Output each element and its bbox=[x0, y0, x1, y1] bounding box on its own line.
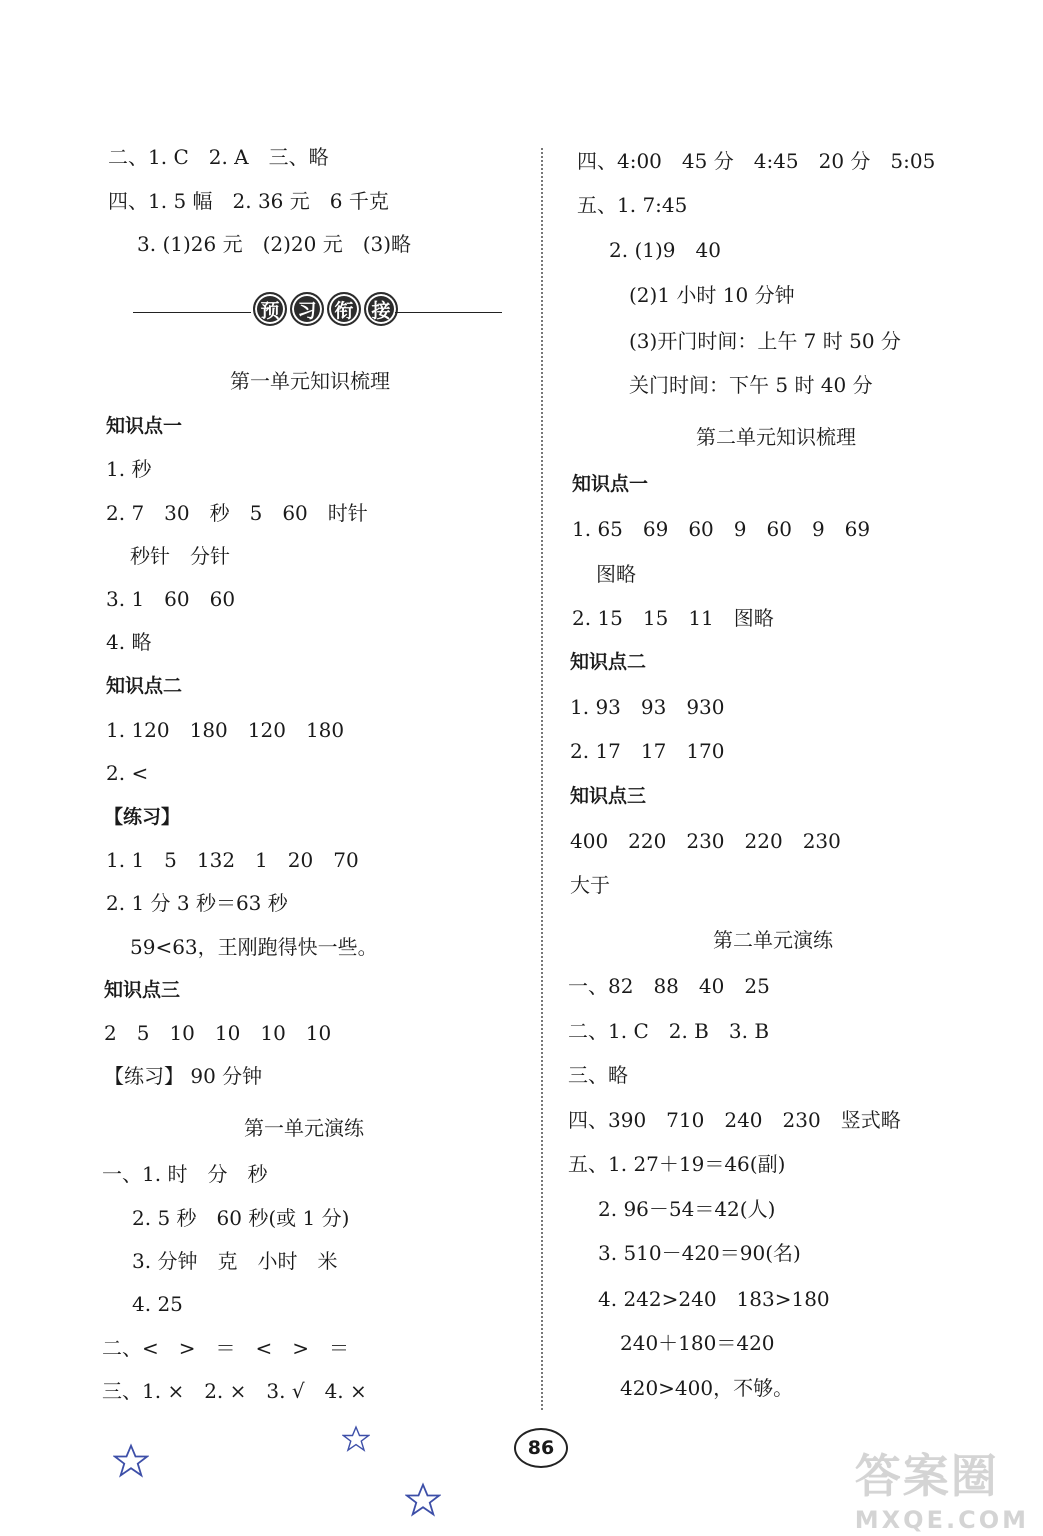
kp1-line: 1. 秒 bbox=[106, 457, 152, 481]
right-answer-line: 五、1. 7:45 bbox=[577, 193, 688, 217]
kp1-line: 2. 7 30 秒 5 60 时针 bbox=[106, 501, 368, 525]
banner-char: 预 bbox=[253, 292, 287, 326]
practice-line: 2. 1 分 3 秒＝63 秒 bbox=[106, 891, 288, 915]
drill1-line: 二、< > ＝ < > ＝ bbox=[102, 1336, 350, 1360]
banner-char: 习 bbox=[290, 292, 324, 326]
unit2-review-title: 第二单元知识梳理 bbox=[696, 425, 856, 449]
r-kp1-line: 1. 65 69 60 9 60 9 69 bbox=[572, 517, 871, 541]
drill1-line: 2. 5 秒 60 秒(或 1 分) bbox=[132, 1206, 350, 1230]
left-answer-line: 3. (1)26 元 (2)20 元 (3)略 bbox=[137, 232, 412, 256]
star-icon bbox=[113, 1443, 149, 1479]
drill2-line: 三、略 bbox=[568, 1063, 628, 1087]
r-kp2-heading: 知识点二 bbox=[570, 651, 647, 673]
r-kp1-line: 图略 bbox=[596, 562, 636, 586]
unit2-drill-title: 第二单元演练 bbox=[713, 928, 833, 952]
star-icon bbox=[405, 1482, 441, 1518]
r-kp2-line: 2. 17 17 170 bbox=[570, 739, 725, 763]
kp3-line: 2 5 10 10 10 10 bbox=[104, 1021, 332, 1045]
drill1-line: 3. 分钟 克 小时 米 bbox=[132, 1249, 338, 1273]
drill2-line: 四、390 710 240 230 竖式略 bbox=[568, 1108, 901, 1132]
drill2-line: 240＋180＝420 bbox=[620, 1331, 775, 1355]
banner-char: 衔 bbox=[327, 292, 361, 326]
banner-rule-left bbox=[133, 312, 251, 313]
r-kp1-heading: 知识点一 bbox=[572, 473, 649, 495]
unit1-review-title: 第一单元知识梳理 bbox=[230, 369, 390, 393]
practice2-line: 【练习】 90 分钟 bbox=[104, 1064, 263, 1088]
kp2-line: 1. 120 180 120 180 bbox=[106, 718, 345, 742]
r-kp1-line: 2. 15 15 11 图略 bbox=[572, 606, 774, 630]
right-answer-line: (3)开门时间：上午 7 时 50 分 bbox=[629, 329, 901, 353]
kp1-line: 3. 1 60 60 bbox=[106, 587, 236, 611]
banner-rule-right bbox=[395, 312, 502, 313]
practice-label: 【练习】 bbox=[104, 806, 181, 828]
drill2-line: 二、1. C 2. B 3. B bbox=[568, 1019, 770, 1043]
drill2-line: 五、1. 27＋19＝46(副) bbox=[568, 1152, 786, 1176]
drill1-line: 4. 25 bbox=[132, 1292, 183, 1316]
kp3-heading: 知识点三 bbox=[104, 979, 181, 1001]
left-answer-line: 四、1. 5 幅 2. 36 元 6 千克 bbox=[108, 189, 389, 213]
right-answer-line: (2)1 小时 10 分钟 bbox=[629, 283, 795, 307]
page-number: 86 bbox=[514, 1428, 568, 1468]
column-divider bbox=[541, 148, 543, 1410]
kp1-line: 4. 略 bbox=[106, 630, 152, 654]
drill2-line: 2. 96－54＝42(人) bbox=[598, 1197, 776, 1221]
drill2-line: 420>400，不够。 bbox=[620, 1376, 794, 1400]
r-kp2-line: 1. 93 93 930 bbox=[570, 695, 725, 719]
kp2-line: 2. < bbox=[106, 761, 149, 785]
watermark-text: 答案圈 bbox=[854, 1449, 999, 1503]
star-icon bbox=[342, 1425, 370, 1453]
kp1-heading: 知识点一 bbox=[106, 415, 183, 437]
kp1-line: 秒针 分针 bbox=[130, 544, 230, 568]
watermark bbox=[855, 1440, 1029, 1534]
drill2-line: 3. 510－420＝90(名) bbox=[598, 1241, 801, 1265]
drill1-line: 三、1. × 2. × 3. √ 4. × bbox=[102, 1379, 367, 1403]
r-kp3-heading: 知识点三 bbox=[570, 785, 647, 807]
drill2-line: 4. 242>240 183>180 bbox=[598, 1287, 830, 1311]
unit1-drill-title: 第一单元演练 bbox=[244, 1116, 364, 1140]
right-answer-line: 2. (1)9 40 bbox=[609, 238, 721, 262]
preview-banner bbox=[253, 292, 398, 326]
r-kp3-line: 400 220 230 220 230 bbox=[570, 829, 841, 853]
practice-line: 1. 1 5 132 1 20 70 bbox=[106, 848, 359, 872]
right-answer-line: 关门时间：下午 5 时 40 分 bbox=[629, 373, 873, 397]
drill2-line: 一、82 88 40 25 bbox=[568, 974, 770, 998]
watermark-url: MXQE.COM bbox=[854, 1506, 1029, 1534]
practice-line: 59<63，王刚跑得快一些。 bbox=[130, 935, 378, 959]
drill1-line: 一、1. 时 分 秒 bbox=[102, 1162, 268, 1186]
kp2-heading: 知识点二 bbox=[106, 675, 183, 697]
r-kp3-line: 大于 bbox=[570, 873, 610, 897]
right-answer-line: 四、4:00 45 分 4:45 20 分 5:05 bbox=[577, 149, 936, 173]
left-answer-line: 二、1. C 2. A 三、略 bbox=[108, 145, 329, 169]
banner-char: 接 bbox=[364, 292, 398, 326]
